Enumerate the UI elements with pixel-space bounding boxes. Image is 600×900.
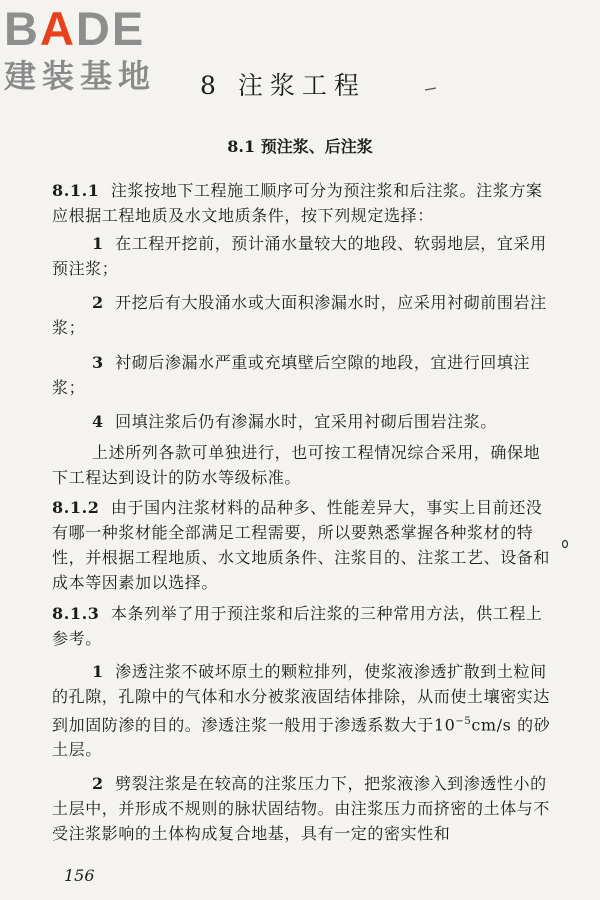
section-title: 8.1 预注浆、后注浆: [227, 137, 373, 156]
list-item: 2 开挖后有大股涌水或大面积渗漏水时，应采用衬砌前围岩注浆；: [52, 293, 547, 337]
paragraph: 8.1.3 本条列举了用于预注浆和后注浆的三种常用方法，供工程上参考。: [52, 604, 543, 648]
list-item: 1 渗透注浆不破坏原土的颗粒排列，使浆液渗透扩散到土粒间的孔隙，孔隙中的气体和水分被浆液固结体排除，从而使土壤密实达到加固防渗的目的。渗透注浆一般用于渗透系数大于$10^{-5}cm/s$ 的砂土层。: [52, 662, 551, 760]
list-item: 1 在工程开挖前，预计涌水量较大的地段、软弱地层，宜采用预注浆；: [52, 234, 547, 278]
paragraph: 上述所列各款可单独进行，也可按工程情况综合采用，确保地下工程达到设计的防水等级标准。: [52, 443, 541, 487]
chapter-title: 8 注浆工程: [200, 71, 366, 100]
logo: BADE 建装基地: [4, 4, 176, 102]
scan-mark: [560, 538, 570, 550]
paragraph: 8.1.2 由于国内注浆材料的品种多、性能差异大，事实上目前还没有哪一种浆材能全部满足工程需要，所以要熟悉掌握各种浆材的特性，并根据工程地质、水文地质条件、注浆目的、注浆工艺、设备和成本等因素加以选择。: [52, 498, 551, 592]
paragraph: 8.1.1 注浆按地下工程施工顺序可分为预注浆和后注浆。注浆方案应根据工程地质及水文地质条件，按下列规定选择：: [52, 181, 543, 225]
list-item: 3 衬砌后渗漏水严重或充填壁后空隙的地段，宜进行回填注浆；: [52, 353, 531, 397]
list-item: 2 劈裂注浆是在较高的注浆压力下，把浆液渗入到渗透性小的土层中，并形成不规则的脉状固结物。由注浆压力而挤密的土体与不受注浆影响的土体构成复合地基，具有一定的密实性和: [52, 774, 551, 843]
list-item: 4 回填注浆后仍有渗漏水时，宜采用衬砌后围岩注浆。: [92, 412, 497, 431]
page-number: 156: [64, 866, 95, 885]
scan-mark: [424, 86, 438, 92]
logo-subtitle: 建装基地: [4, 57, 157, 95]
